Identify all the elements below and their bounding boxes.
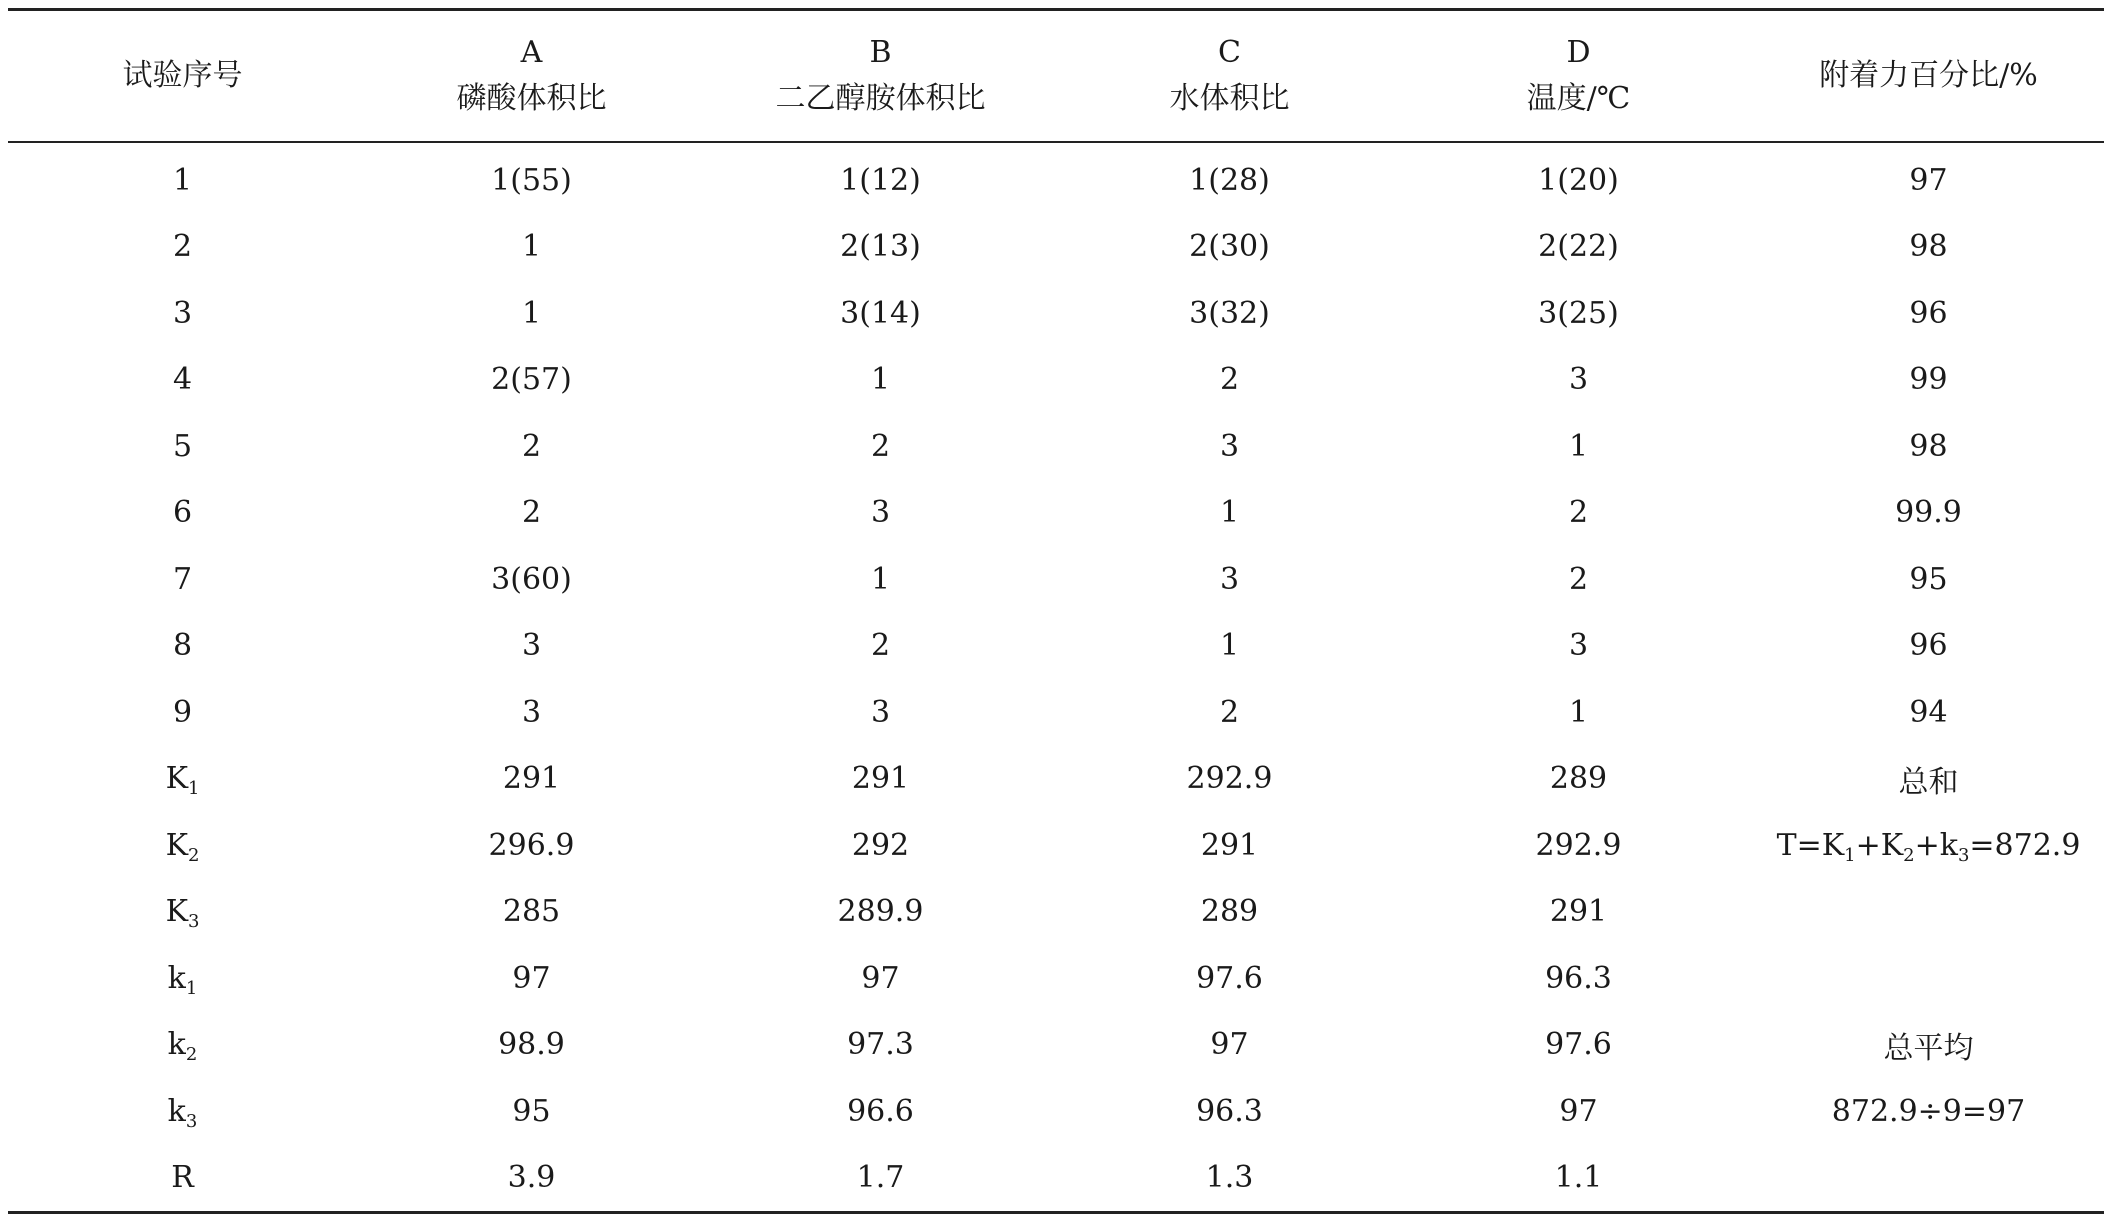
header-factor-c: C 水体积比 [1055, 10, 1404, 143]
table-row [8, 613, 2104, 680]
table-row [8, 546, 2104, 613]
header-factor-d: D 温度/℃ [1404, 10, 1753, 143]
stat-row-k1 [8, 945, 2104, 1012]
table-container [8, 8, 2104, 1208]
empty-cell [1753, 945, 2104, 1012]
table-cell: 291 [1549, 894, 1608, 930]
stat-label: $K_3$ [165, 894, 200, 933]
table-cell: 95 [1909, 561, 1948, 597]
table-cell: 1.7 [856, 1160, 905, 1196]
table-cell: 96.3 [1545, 960, 1612, 996]
table-cell: 3(14) [840, 295, 921, 331]
table-cell: 8 [172, 628, 193, 664]
table-cell: 291 [502, 761, 561, 797]
table-cell: 2 [1568, 561, 1589, 597]
table-cell: 1 [521, 295, 542, 331]
table-cell: 3 [1568, 628, 1589, 664]
table-cell: 2 [172, 229, 193, 265]
empty-cell [1753, 1145, 2104, 1213]
table-cell: 2(22) [1538, 229, 1619, 265]
table-cell: 1 [172, 162, 193, 198]
table-cell: 1 [870, 561, 891, 597]
header-trial-no: 试验序号 [8, 10, 357, 143]
table-cell: 291 [851, 761, 910, 797]
table-cell: 96.6 [847, 1093, 914, 1129]
table-cell: 2(30) [1189, 229, 1270, 265]
table-cell: 1.1 [1554, 1160, 1603, 1196]
table-cell: 3.9 [507, 1160, 556, 1196]
orthogonal-test-table [8, 8, 2104, 1214]
table-cell: 1 [1219, 495, 1240, 531]
table-cell: 3 [1219, 428, 1240, 464]
stat-label: R [171, 1160, 194, 1196]
stat-label: $k_1$ [167, 960, 198, 999]
table-cell: 96.3 [1196, 1093, 1263, 1129]
table-row [8, 347, 2104, 414]
table-row [8, 679, 2104, 746]
table-cell: 1 [870, 362, 891, 398]
table-cell: 2 [1219, 694, 1240, 730]
table-cell: 2 [521, 428, 542, 464]
mean-label: 总平均 [1883, 1030, 1974, 1066]
table-cell: 296.9 [488, 827, 575, 863]
table-cell: 3 [521, 694, 542, 730]
stat-label: $K_1$ [165, 761, 200, 800]
table-cell: 97 [512, 960, 551, 996]
table-cell: 99.9 [1895, 495, 1962, 531]
table-row [8, 280, 2104, 347]
table-row [8, 413, 2104, 480]
total-formula: $T=K_1+K_2+k_3=872.9$ [1776, 827, 2081, 866]
table-cell: 1 [1568, 428, 1589, 464]
table-cell: 285 [502, 894, 561, 930]
table-cell: 94 [1909, 694, 1948, 730]
table-cell: 98 [1909, 229, 1948, 265]
table-cell: 3 [172, 295, 193, 331]
stat-row-K1 [8, 746, 2104, 813]
table-cell: 95 [512, 1093, 551, 1129]
table-cell: 3 [870, 495, 891, 531]
table-cell: 2 [870, 628, 891, 664]
table-cell: 2 [870, 428, 891, 464]
table-cell: 289 [1549, 761, 1608, 797]
table-cell: 97 [1909, 162, 1948, 198]
table-cell: 1(28) [1189, 162, 1270, 198]
stat-row-k3 [8, 1078, 2104, 1145]
total-label: 总和 [1898, 764, 1959, 800]
table-cell: 97.6 [1545, 1027, 1612, 1063]
table-cell: 3 [521, 628, 542, 664]
table-cell: 98.9 [498, 1027, 565, 1063]
stat-row-k2 [8, 1012, 2104, 1079]
table-cell: 2 [1219, 362, 1240, 398]
table-row [8, 142, 2104, 214]
table-row [8, 214, 2104, 281]
table-row [8, 480, 2104, 547]
table-cell: 97 [1210, 1027, 1249, 1063]
table-cell: 3 [1568, 362, 1589, 398]
table-cell: 3(25) [1538, 295, 1619, 331]
stat-row-R [8, 1145, 2104, 1213]
table-cell: 97 [1559, 1093, 1598, 1129]
table-cell: 97 [861, 960, 900, 996]
table-cell: 291 [1200, 827, 1259, 863]
table-cell: 1 [1568, 694, 1589, 730]
table-cell: 1 [1219, 628, 1240, 664]
stat-label: $k_3$ [167, 1093, 198, 1132]
stat-label: $K_2$ [165, 827, 200, 866]
table-cell: 1(55) [491, 162, 572, 198]
mean-formula: 872.9÷9=97 [1831, 1093, 2026, 1129]
stat-label: $k_2$ [167, 1027, 198, 1066]
table-cell: 96 [1909, 628, 1948, 664]
header-row [8, 10, 2104, 143]
stat-row-K2 [8, 812, 2104, 879]
table-cell: 292.9 [1186, 761, 1273, 797]
table-cell: 97.6 [1196, 960, 1263, 996]
table-cell: 3(32) [1189, 295, 1270, 331]
table-cell: 7 [172, 561, 193, 597]
table-cell: 1(12) [840, 162, 921, 198]
table-cell: 1.3 [1205, 1160, 1254, 1196]
table-cell: 99 [1909, 362, 1948, 398]
table-cell: 2(57) [491, 362, 572, 398]
table-cell: 97.3 [847, 1027, 914, 1063]
table-cell: 292.9 [1535, 827, 1622, 863]
table-cell: 289 [1200, 894, 1259, 930]
table-cell: 6 [172, 495, 193, 531]
header-factor-a: A 磷酸体积比 [357, 10, 706, 143]
empty-cell [1753, 879, 2104, 946]
stat-row-K3 [8, 879, 2104, 946]
table-cell: 3(60) [491, 561, 572, 597]
table-cell: 2 [1568, 495, 1589, 531]
table-cell: 96 [1909, 295, 1948, 331]
table-cell: 98 [1909, 428, 1948, 464]
table-cell: 3 [870, 694, 891, 730]
table-cell: 4 [172, 362, 193, 398]
table-cell: 9 [172, 694, 193, 730]
table-cell: 2(13) [840, 229, 921, 265]
table-cell: 1(20) [1538, 162, 1619, 198]
header-factor-b: B 二乙醇胺体积比 [706, 10, 1055, 143]
table-cell: 1 [521, 229, 542, 265]
header-adhesion: 附着力百分比/% [1753, 10, 2104, 143]
table-cell: 3 [1219, 561, 1240, 597]
table-cell: 5 [172, 428, 193, 464]
table-cell: 289.9 [837, 894, 924, 930]
table-cell: 2 [521, 495, 542, 531]
table-cell: 292 [851, 827, 910, 863]
